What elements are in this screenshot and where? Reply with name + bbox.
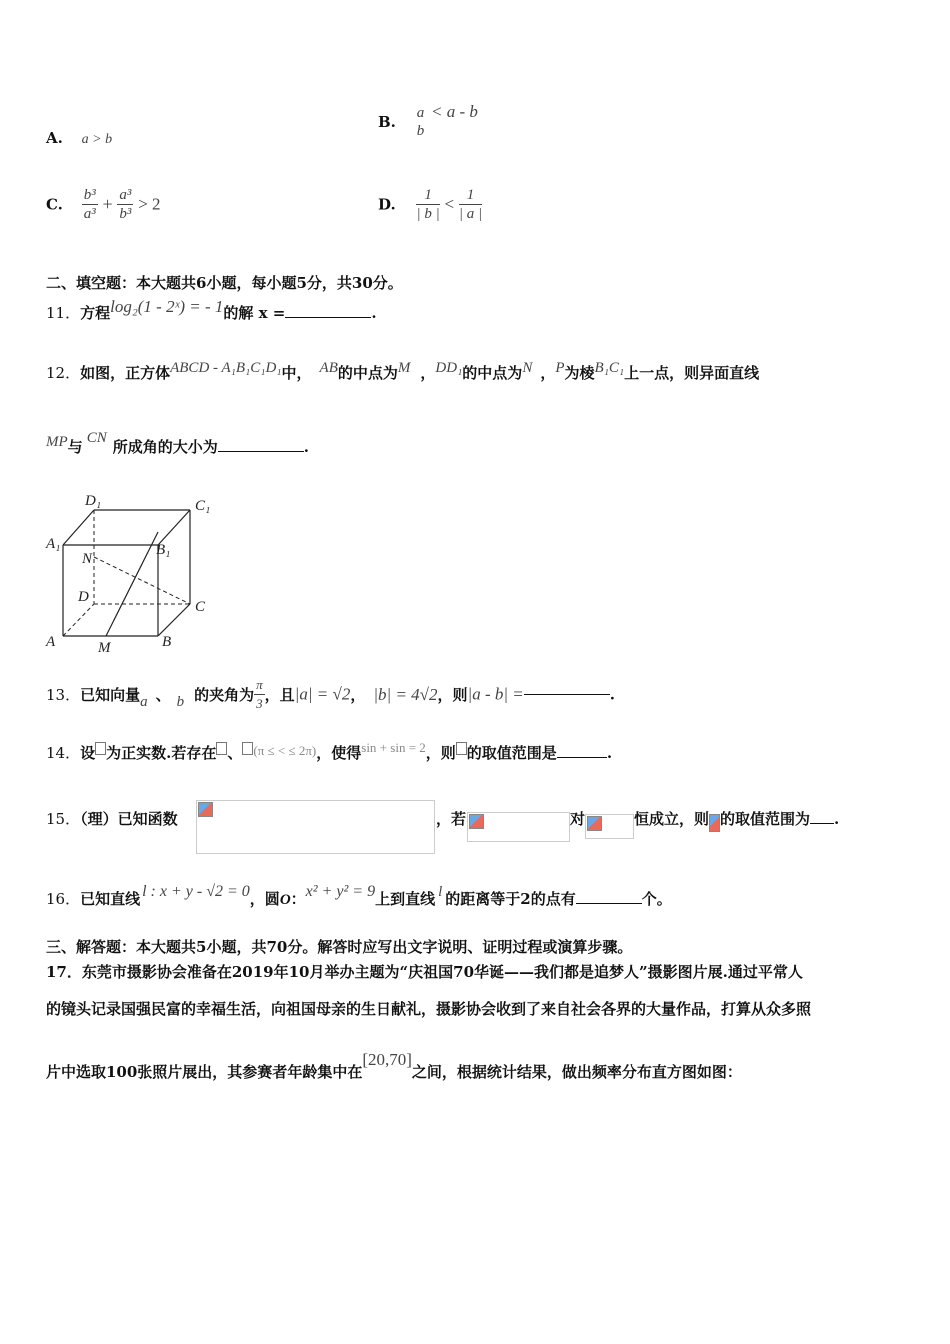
cube-figure [40,486,230,656]
edge-b1c1 [158,510,190,545]
label-d: D [78,589,89,605]
label-b: B [162,634,172,650]
placeholder-box [456,742,467,755]
option-d [378,186,482,223]
section-heading: 二、填空题：本大题共6小题，每小题5分，共30分。 [46,274,403,292]
answer-blank [810,823,834,824]
broken-image-domain [585,814,634,839]
option-label: A. [46,129,63,147]
segment-mp [106,532,158,636]
placeholder-box [95,742,106,755]
broken-image-condition [467,812,570,842]
edge-bc [158,604,190,636]
broken-image-icon [198,802,213,817]
fraction: $\frac{\text{b³}}{\text{a³}}$ [83,187,96,222]
broken-image-icon [709,814,720,832]
fraction: a b [416,105,425,139]
question-15-ruo: ，若 [436,810,467,828]
option-label: B. [378,113,396,131]
equation: log₂(1 - 2ˣ) = - 1 [110,297,224,316]
label-a: A [46,634,56,650]
question-15-rest: 恒成立，则 的取值范围为 . [634,808,839,832]
question-12-line2: MP与 CN 所成角的大小为 . [46,430,309,456]
label-m: M [98,640,111,656]
answer-blank [557,757,607,758]
placeholder-box [216,742,227,755]
option-label: D. [378,195,396,214]
question-15-text: 15．（理）已知函数 [46,810,178,828]
answer-blank [576,903,642,904]
placeholder-box [242,742,253,755]
option-label: C. [46,195,63,214]
option-expr: < a - b [430,102,478,121]
question-17-line2: 的镜头记录国强民富的幸福生活，向祖国母亲的生日献礼，摄影协会收到了来自社会各界的大量作品，打算从众多照 [46,1000,812,1018]
question-17-line3: 片中选取100张照片展出，其参赛者年龄集中在[20,70]之间，根据统计结果，做出频率分布直方图如图： [46,1050,742,1081]
question-14: 14．设 为正实数.若存在 、 (π ≤ < ≤ 2π)，使得sin + sin = 2，则 的取值范围是 . [46,740,613,762]
question-16: 16．已知直线 l : x + y - √2 = 0，圆O：x² + y² = 9上到直线 l 的距离等于2的点有 个。 [46,883,672,908]
question-15-dui: 对 [570,810,586,828]
answer-blank [285,317,371,318]
section-heading: 三、解答题：本大题共5小题，共70分。解答时应写出文字说明、证明过程或演算步骤。 [46,938,633,956]
broken-image-function [196,800,435,854]
fraction: $\frac{1}{| b |}$ [416,187,440,222]
less-than: < [444,194,455,214]
label-a1: A₁ [46,536,61,552]
label-d1: D₁ [85,493,102,509]
option-expr: a > b [81,132,113,147]
option-b [378,104,478,140]
label-c1: C₁ [195,498,211,514]
interval: [20,70] [362,1050,412,1069]
option-c [46,186,161,223]
fraction: $\frac{1}{| a |}$ [458,187,483,222]
edge-ad-hidden [63,604,94,636]
broken-image-icon [587,816,602,831]
label-b1: B₁ [156,542,171,558]
fraction: $\frac{\pi}{3}$ [256,677,263,711]
label-n: N [82,551,93,567]
question-11: 11．方程log₂(1 - 2ˣ) = - 1的解 x = . [46,297,377,322]
broken-image-icon [469,814,484,829]
question-13: 13．已知向量a 、 b 的夹角为 $\frac{\pi}{3}$ ，且|a| = √2， |b| = 4√2，则|a - b| = . [46,677,615,711]
answer-blank [218,451,304,452]
plus-sign: + [102,194,113,214]
fraction: $\frac{\text{a³}}{\text{b³}}$ [119,187,132,222]
option-a [46,129,112,148]
label-c: C [195,599,206,615]
edge-a1d1 [63,510,94,545]
answer-blank [524,694,610,695]
question-17-line1: 17．东莞市摄影协会准备在2019年10月举办主题为“庆祖国70华诞——我们都是追梦人”摄影图片展.通过平常人 [46,963,803,981]
option-expr: > 2 [138,194,161,214]
question-12-line1: 12．如图，正方体ABCD - A₁B₁C₁D₁中， AB的中点为M ，DD₁的中点为N ，P为棱B₁C₁上一点，则异面直线 [46,360,760,382]
